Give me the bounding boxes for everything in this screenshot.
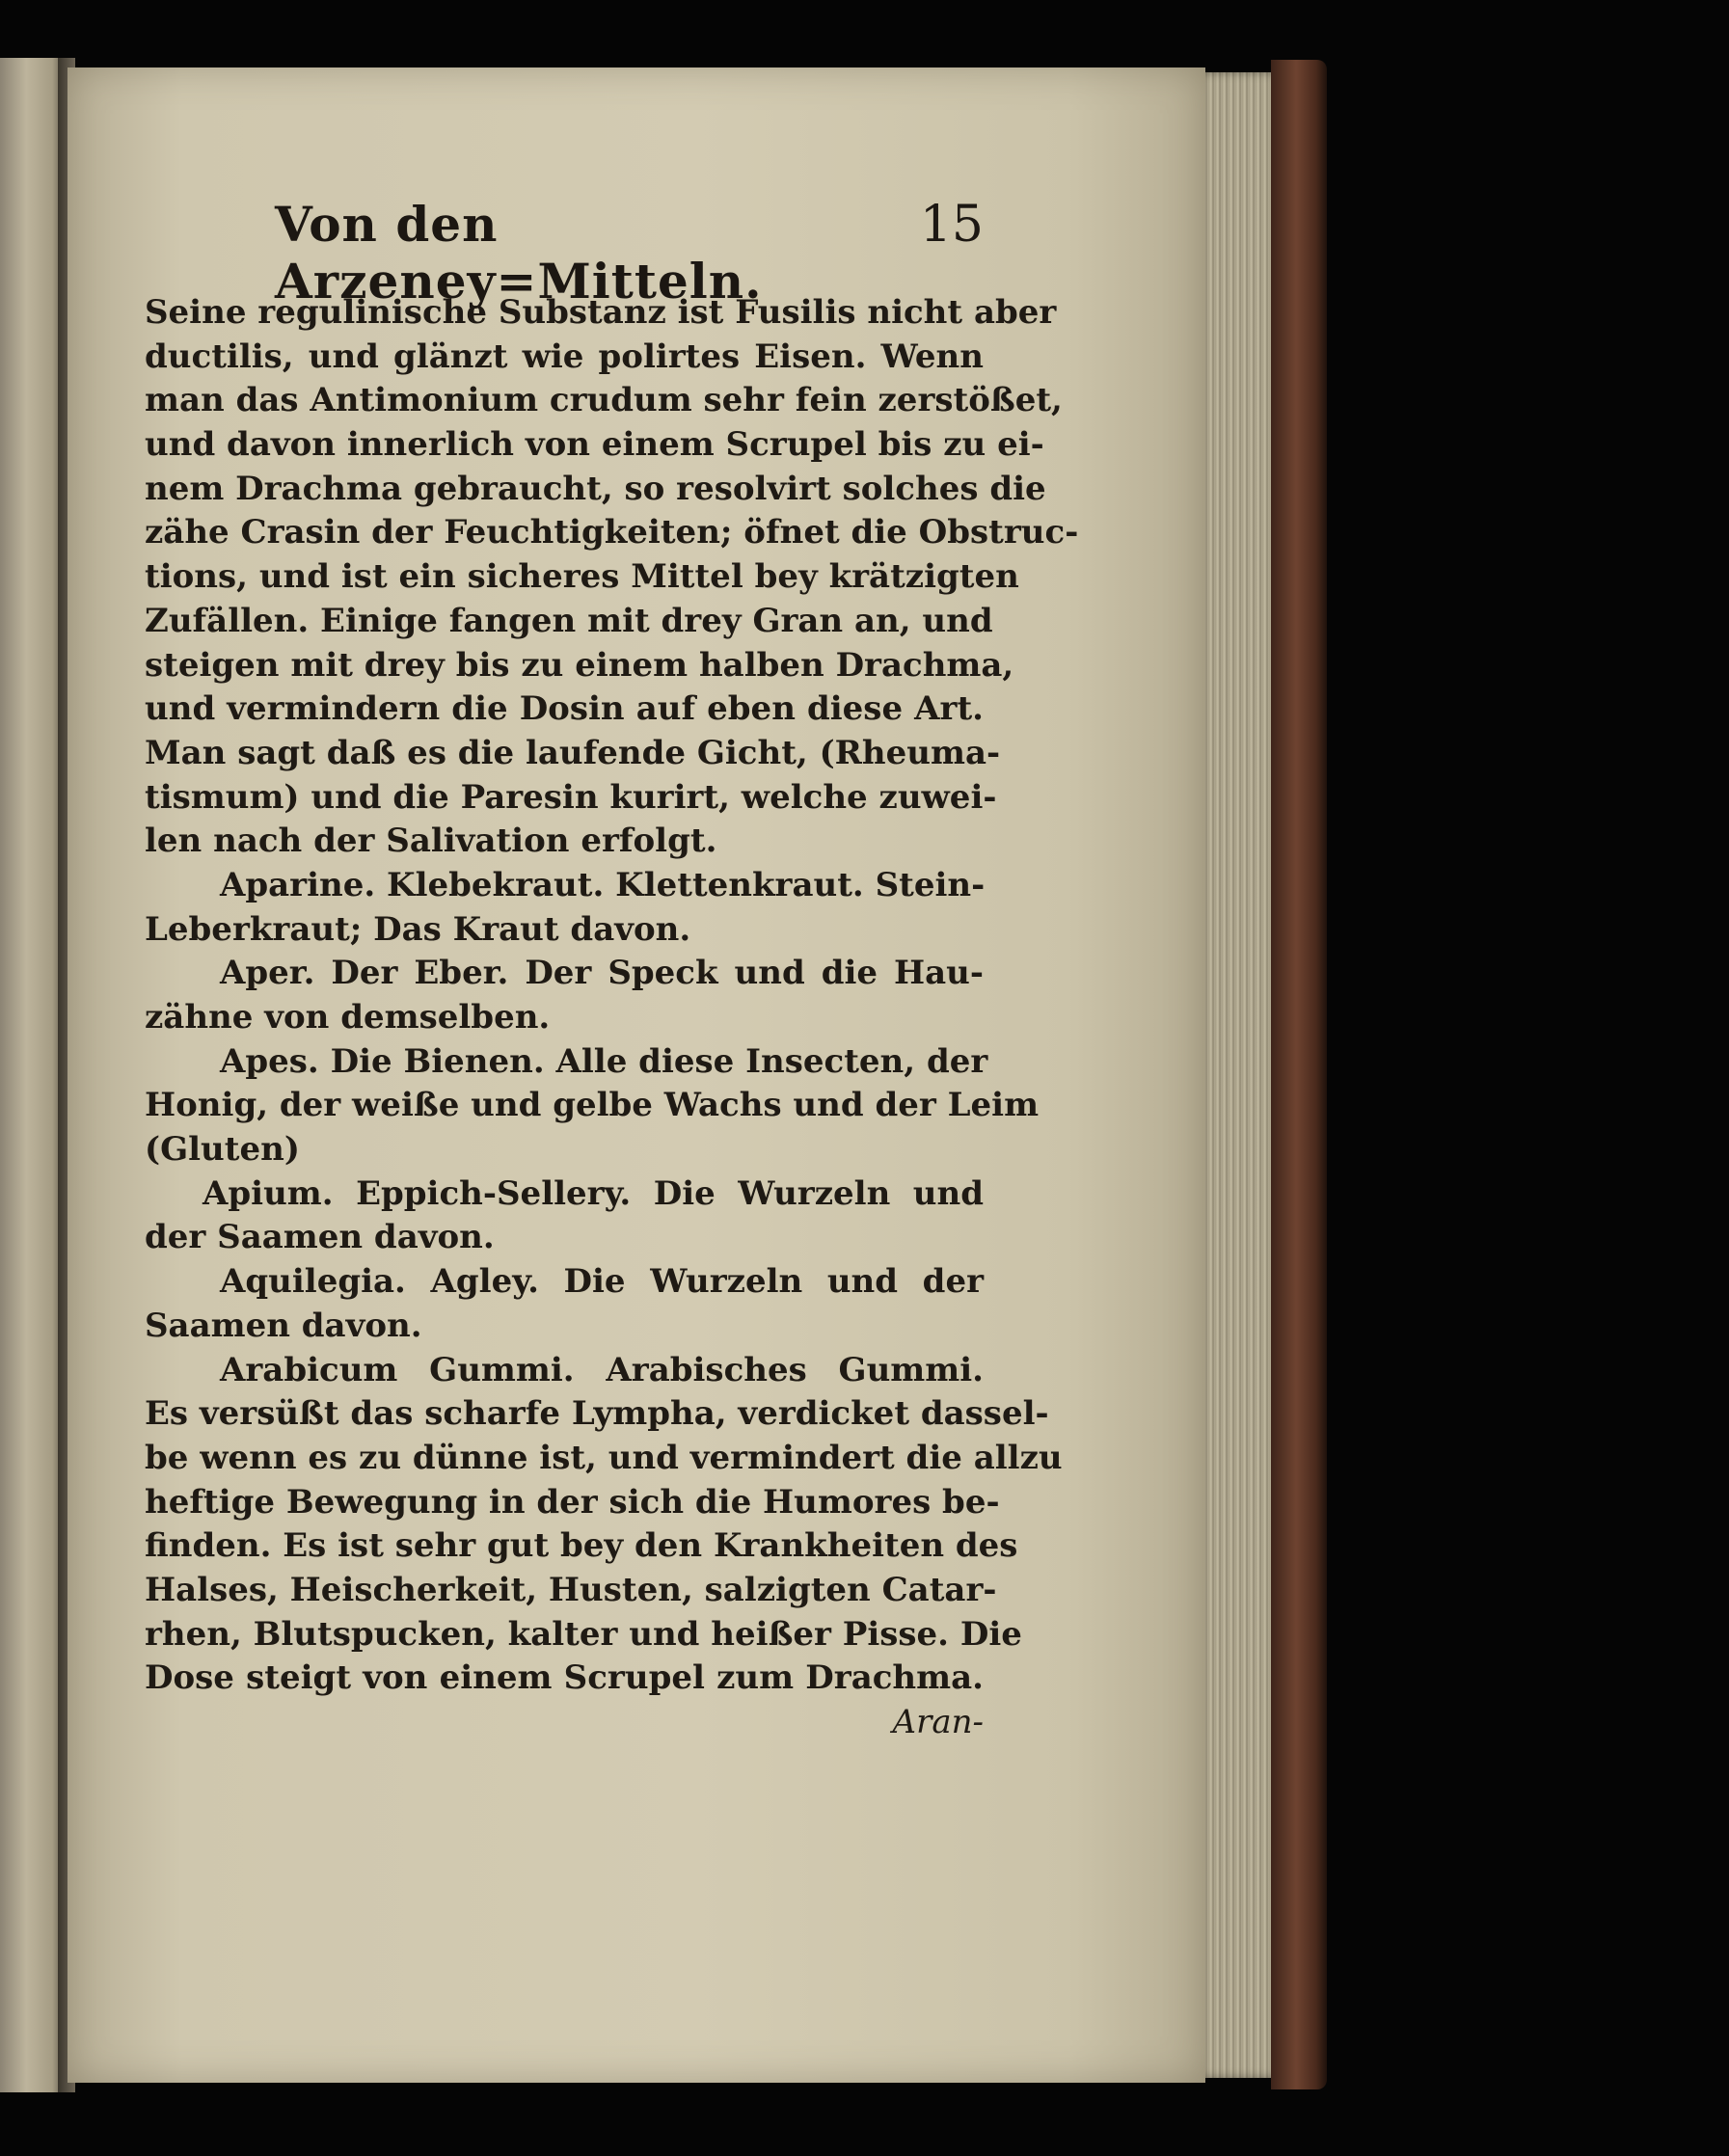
text-line: tions, und ist ein sicheres Mittel bey krätzigten — [145, 557, 1019, 597]
book-cover-edge — [1271, 60, 1327, 2089]
text-line: Man sagt daß es die laufende Gicht, (Rheuma- — [145, 733, 1001, 772]
text-line: Halses, Heischerkeit, Husten, salzigten Catar- — [145, 1570, 997, 1609]
entry-line: Aparine. Klebekraut. Klettenkraut. Stein- — [220, 865, 986, 904]
entry-line: Arabicum Gummi. Arabisches Gummi. — [220, 1350, 984, 1389]
text-line: der Saamen davon. — [145, 1218, 495, 1257]
text-line: Dose steigt von einem Scrupel zum Drachma. — [145, 1658, 984, 1698]
text-line: steigen mit drey bis zu einem halben Drachma, — [145, 645, 1014, 685]
text-line: heftige Bewegung in der sich die Humores be- — [145, 1482, 1000, 1522]
text-line: Saamen davon. — [145, 1306, 422, 1345]
text-line: Honig, der weiße und gelbe Wachs und der Leim — [145, 1086, 1040, 1125]
text-line: be wenn es zu dünne ist, und vermindert die allzu — [145, 1438, 1063, 1477]
entry-line: Apes. Die Bienen. Alle diese Insecten, der — [220, 1041, 988, 1081]
text-line: Zufällen. Einige fangen mit drey Gran an, und — [145, 601, 993, 640]
text-line: rhen, Blutspucken, kalter und heißer Pisse. Die — [145, 1614, 1022, 1654]
entry-line: Aper. Der Eber. Der Speck und die Hau- — [220, 954, 984, 993]
text-line: zähne von demselben. — [145, 998, 551, 1037]
text-line: man das Antimonium crudum sehr fein zerstößet, — [145, 381, 1063, 420]
entry-line: Apium. Eppich-Sellery. Die Wurzeln und — [203, 1173, 984, 1213]
text-line: nem Drachma gebraucht, so resolvirt solches die — [145, 469, 1046, 508]
text-line: ductilis, und glänzt wie polirtes Eisen. Wenn — [145, 337, 984, 376]
text-line: len nach der Salivation erfolgt. — [145, 822, 717, 861]
page-number: 15 — [919, 196, 984, 254]
text-line: und davon innerlich von einem Scrupel bis zu ei- — [145, 425, 1044, 465]
text-line: Es versüßt das scharfe Lympha, verdicket dassel- — [145, 1394, 1049, 1434]
entry-line: Aquilegia. Agley. Die Wurzeln und der — [220, 1262, 984, 1302]
catchword: Aran- — [892, 1703, 984, 1741]
text-line: und vermindern die Dosin auf eben diese Art. — [145, 689, 984, 729]
text-line: Seine regulinische Substanz ist Fusilis nicht aber — [145, 293, 1057, 332]
text-line: zähe Crasin der Feuchtigkeiten; öfnet die Obstruc- — [145, 513, 1079, 552]
header-title: Von den Arzeney=Mitteln. — [275, 196, 763, 310]
page-body-text — [145, 291, 1079, 1745]
text-line: Leberkraut; Das Kraut davon. — [145, 909, 691, 949]
running-header — [275, 188, 984, 310]
text-line: (Gluten) — [145, 1130, 300, 1170]
left-page-edge — [0, 58, 66, 2092]
text-line: tismum) und die Paresin kurirt, welche zuwei- — [145, 777, 997, 817]
text-line: finden. Es ist sehr gut bey den Krankheiten des — [145, 1526, 1018, 1566]
